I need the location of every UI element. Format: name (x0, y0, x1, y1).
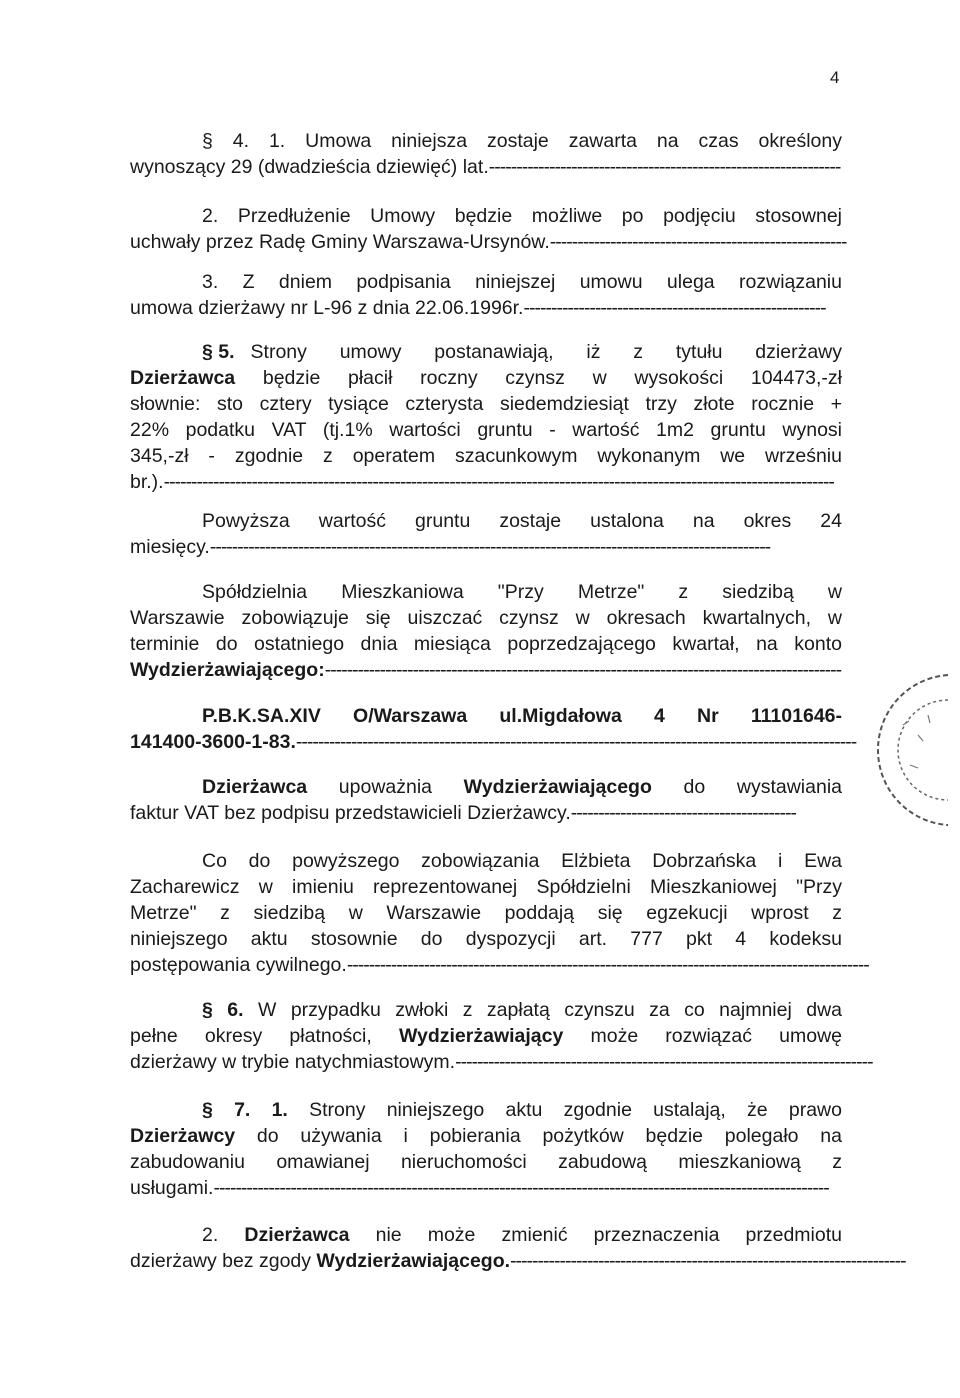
paragraph-vat (130, 774, 842, 826)
text-line (130, 1175, 842, 1201)
text-span: miesięcy. (130, 536, 210, 558)
text-line: Co do powyższego zobowiązania Elżbieta Dobrzańska i Ewa (202, 850, 842, 872)
text-line (130, 952, 869, 978)
paragraph-payment (130, 579, 842, 683)
paragraph-7-2 (130, 1222, 906, 1274)
text-line (130, 703, 842, 729)
text-line: Zacharewicz w imieniu reprezentowanej Spółdzielni Mieszkaniowej "Przy (130, 876, 842, 898)
text-span: do używania i pobierania pożytków będzie polegało na (235, 1125, 842, 1147)
text-span: do wystawiania (651, 776, 842, 798)
paragraph-bank-account (130, 703, 857, 755)
paragraph-5 (130, 339, 842, 495)
text-line (130, 1097, 842, 1123)
paragraph-4-3 (130, 269, 842, 321)
party-name: Dzierżawcy (130, 1125, 236, 1147)
filler-dashes: ----------------------------------------- (570, 802, 796, 824)
text-line (130, 1023, 842, 1049)
filler-dashes: ---------------------------------------------------------------------------- (455, 1051, 873, 1073)
paragraph-value (130, 508, 842, 560)
text-line: terminie do ostatniego dnia miesiąca poprzedzającego kwartał, na konto (130, 633, 842, 655)
text-line (130, 1222, 842, 1248)
text-line: 345,-zł - zgodnie z operatem szacunkowym wykonanym we wrześniu (130, 445, 842, 467)
filler-dashes: ------------------------------------------------------------------------------------------------------ (295, 731, 857, 753)
filler-dashes: ------------------------------------------------------ (549, 231, 847, 253)
text-span: dzierżawy bez zgody (130, 1250, 317, 1272)
page-number: 4 (830, 68, 840, 87)
text-line (130, 339, 842, 365)
text-line: zabudowaniu omawianej nieruchomości zabudową mieszkaniową z (130, 1151, 842, 1173)
paragraph-execution (130, 848, 869, 978)
section-marker: § 7. 1. (202, 1099, 288, 1121)
text-span: umowa dzierżawy nr L-96 z dnia 22.06.1996r. (130, 297, 524, 319)
account-text: 141400-3600-1-83. (130, 731, 296, 753)
filler-dashes: ------------------------------------------------------------------------ (510, 1250, 906, 1272)
text-span: pełne okresy płatności, (130, 1025, 399, 1047)
text-line (130, 1248, 906, 1274)
text-span: br.). (130, 471, 164, 493)
text-line (130, 154, 842, 180)
text-line (130, 365, 842, 391)
text-line: 22% podatku VAT (tj.1% wartości gruntu - wartość 1m2 gruntu wynosi (130, 419, 842, 441)
filler-dashes: ----------------------------------------------------------------------------------------------- (346, 954, 869, 976)
text-span: uchwały przez Radę Gminy Warszawa-Ursynów. (130, 231, 550, 253)
text-line: Spółdzielnia Mieszkaniowa "Przy Metrze" z siedzibą w (202, 581, 842, 603)
section-marker: § 6. (202, 999, 244, 1021)
text-line: niniejszego aktu stosownie do dyspozycji art. 777 pkt 4 kodeksu (130, 928, 842, 950)
text-line (130, 800, 842, 826)
filler-dashes: ---------------------------------------------------------------- (488, 156, 841, 178)
text-line (130, 729, 857, 755)
text-line (130, 997, 842, 1023)
party-name: Dzierżawca (244, 1224, 350, 1246)
text-line: § 4. 1. Umowa niniejsza zostaje zawarta na czas określony (202, 130, 842, 152)
party-name: Wydzierżawiającego: (130, 659, 325, 681)
text-span: dzierżawy w trybie natychmiastowym. (130, 1051, 456, 1073)
text-span: wynoszący 29 (dwadzieścia dziewięć) lat. (130, 156, 489, 178)
text-span: Strony umowy postanawiają, iż z tytułu dzierżawy (250, 341, 842, 363)
party-name: Wydzierżawiającego (463, 776, 652, 798)
text-line (130, 469, 842, 495)
text-line: słownie: sto cztery tysiące czterysta siedemdziesiąt trzy złote rocznie + (130, 393, 842, 415)
section-marker: § 5. (202, 341, 235, 363)
filler-dashes: ------------------------------------------------------------------------------------------------------ (209, 536, 771, 558)
filler-dashes: ---------------------------------------------------------------------------------------------------------------- (213, 1177, 829, 1199)
text-line: 3. Z dniem podpisania niniejszej umowu ulega rozwiązaniu (202, 271, 842, 293)
text-line: Metrze" z siedzibą w Warszawie poddają się egzekucji wprost z (130, 902, 842, 924)
text-line (130, 657, 842, 683)
text-line (130, 1123, 842, 1149)
filler-dashes: ---------------------------------------------------------------------------------------------- (324, 659, 842, 681)
paragraph-7-1 (130, 1097, 842, 1201)
party-name: Dzierżawca (130, 367, 236, 389)
text-line: 2. Przedłużenie Umowy będzie możliwe po podjęciu stosownej (202, 205, 842, 227)
party-name: Wydzierżawiający (398, 1025, 564, 1047)
party-name: Wydzierżawiającego. (316, 1250, 511, 1272)
paragraph-6 (130, 997, 873, 1075)
text-line: Warszawie zobowiązuje się uiszczać czynsz w okresach kwartalnych, w (130, 607, 842, 629)
text-line (130, 1049, 873, 1075)
text-span: będzie płacił roczny czynsz w wysokości 104473,-zł (235, 367, 842, 389)
text-span: upoważnia (307, 776, 464, 798)
text-line (130, 295, 842, 321)
seal-stamp (848, 655, 948, 835)
text-span: usługami. (130, 1177, 214, 1199)
paragraph-4-1 (130, 128, 842, 180)
text-line (130, 229, 847, 255)
party-name: Dzierżawca (202, 776, 308, 798)
text-line: Powyższa wartość gruntu zostaje ustalona na okres 24 (202, 510, 842, 532)
text-line (130, 534, 842, 560)
text-span: faktur VAT bez podpisu przedstawicieli Dzierżawcy. (130, 802, 571, 824)
text-span: W przypadku zwłoki z zapłatą czynszu za co najmniej dwa (243, 999, 842, 1021)
text-span: Strony niniejszego aktu zgodnie ustalają, że prawo (287, 1099, 842, 1121)
text-span: nie może zmienić przeznaczenia przedmiotu (349, 1224, 842, 1246)
account-text: P.B.K.SA.XIV O/Warszawa ul.Migdałowa 4 Nr 11101646- (202, 705, 842, 727)
paragraph-4-2 (130, 203, 847, 255)
text-span: 2. (202, 1224, 245, 1246)
filler-dashes: ------------------------------------------------------- (523, 297, 826, 319)
text-line (130, 774, 842, 800)
text-span: postępowania cywilnego. (130, 954, 347, 976)
filler-dashes: -------------------------------------------------------------------------------------------------------------------------- (163, 471, 834, 493)
text-span: może rozwiązać umowę (563, 1025, 842, 1047)
